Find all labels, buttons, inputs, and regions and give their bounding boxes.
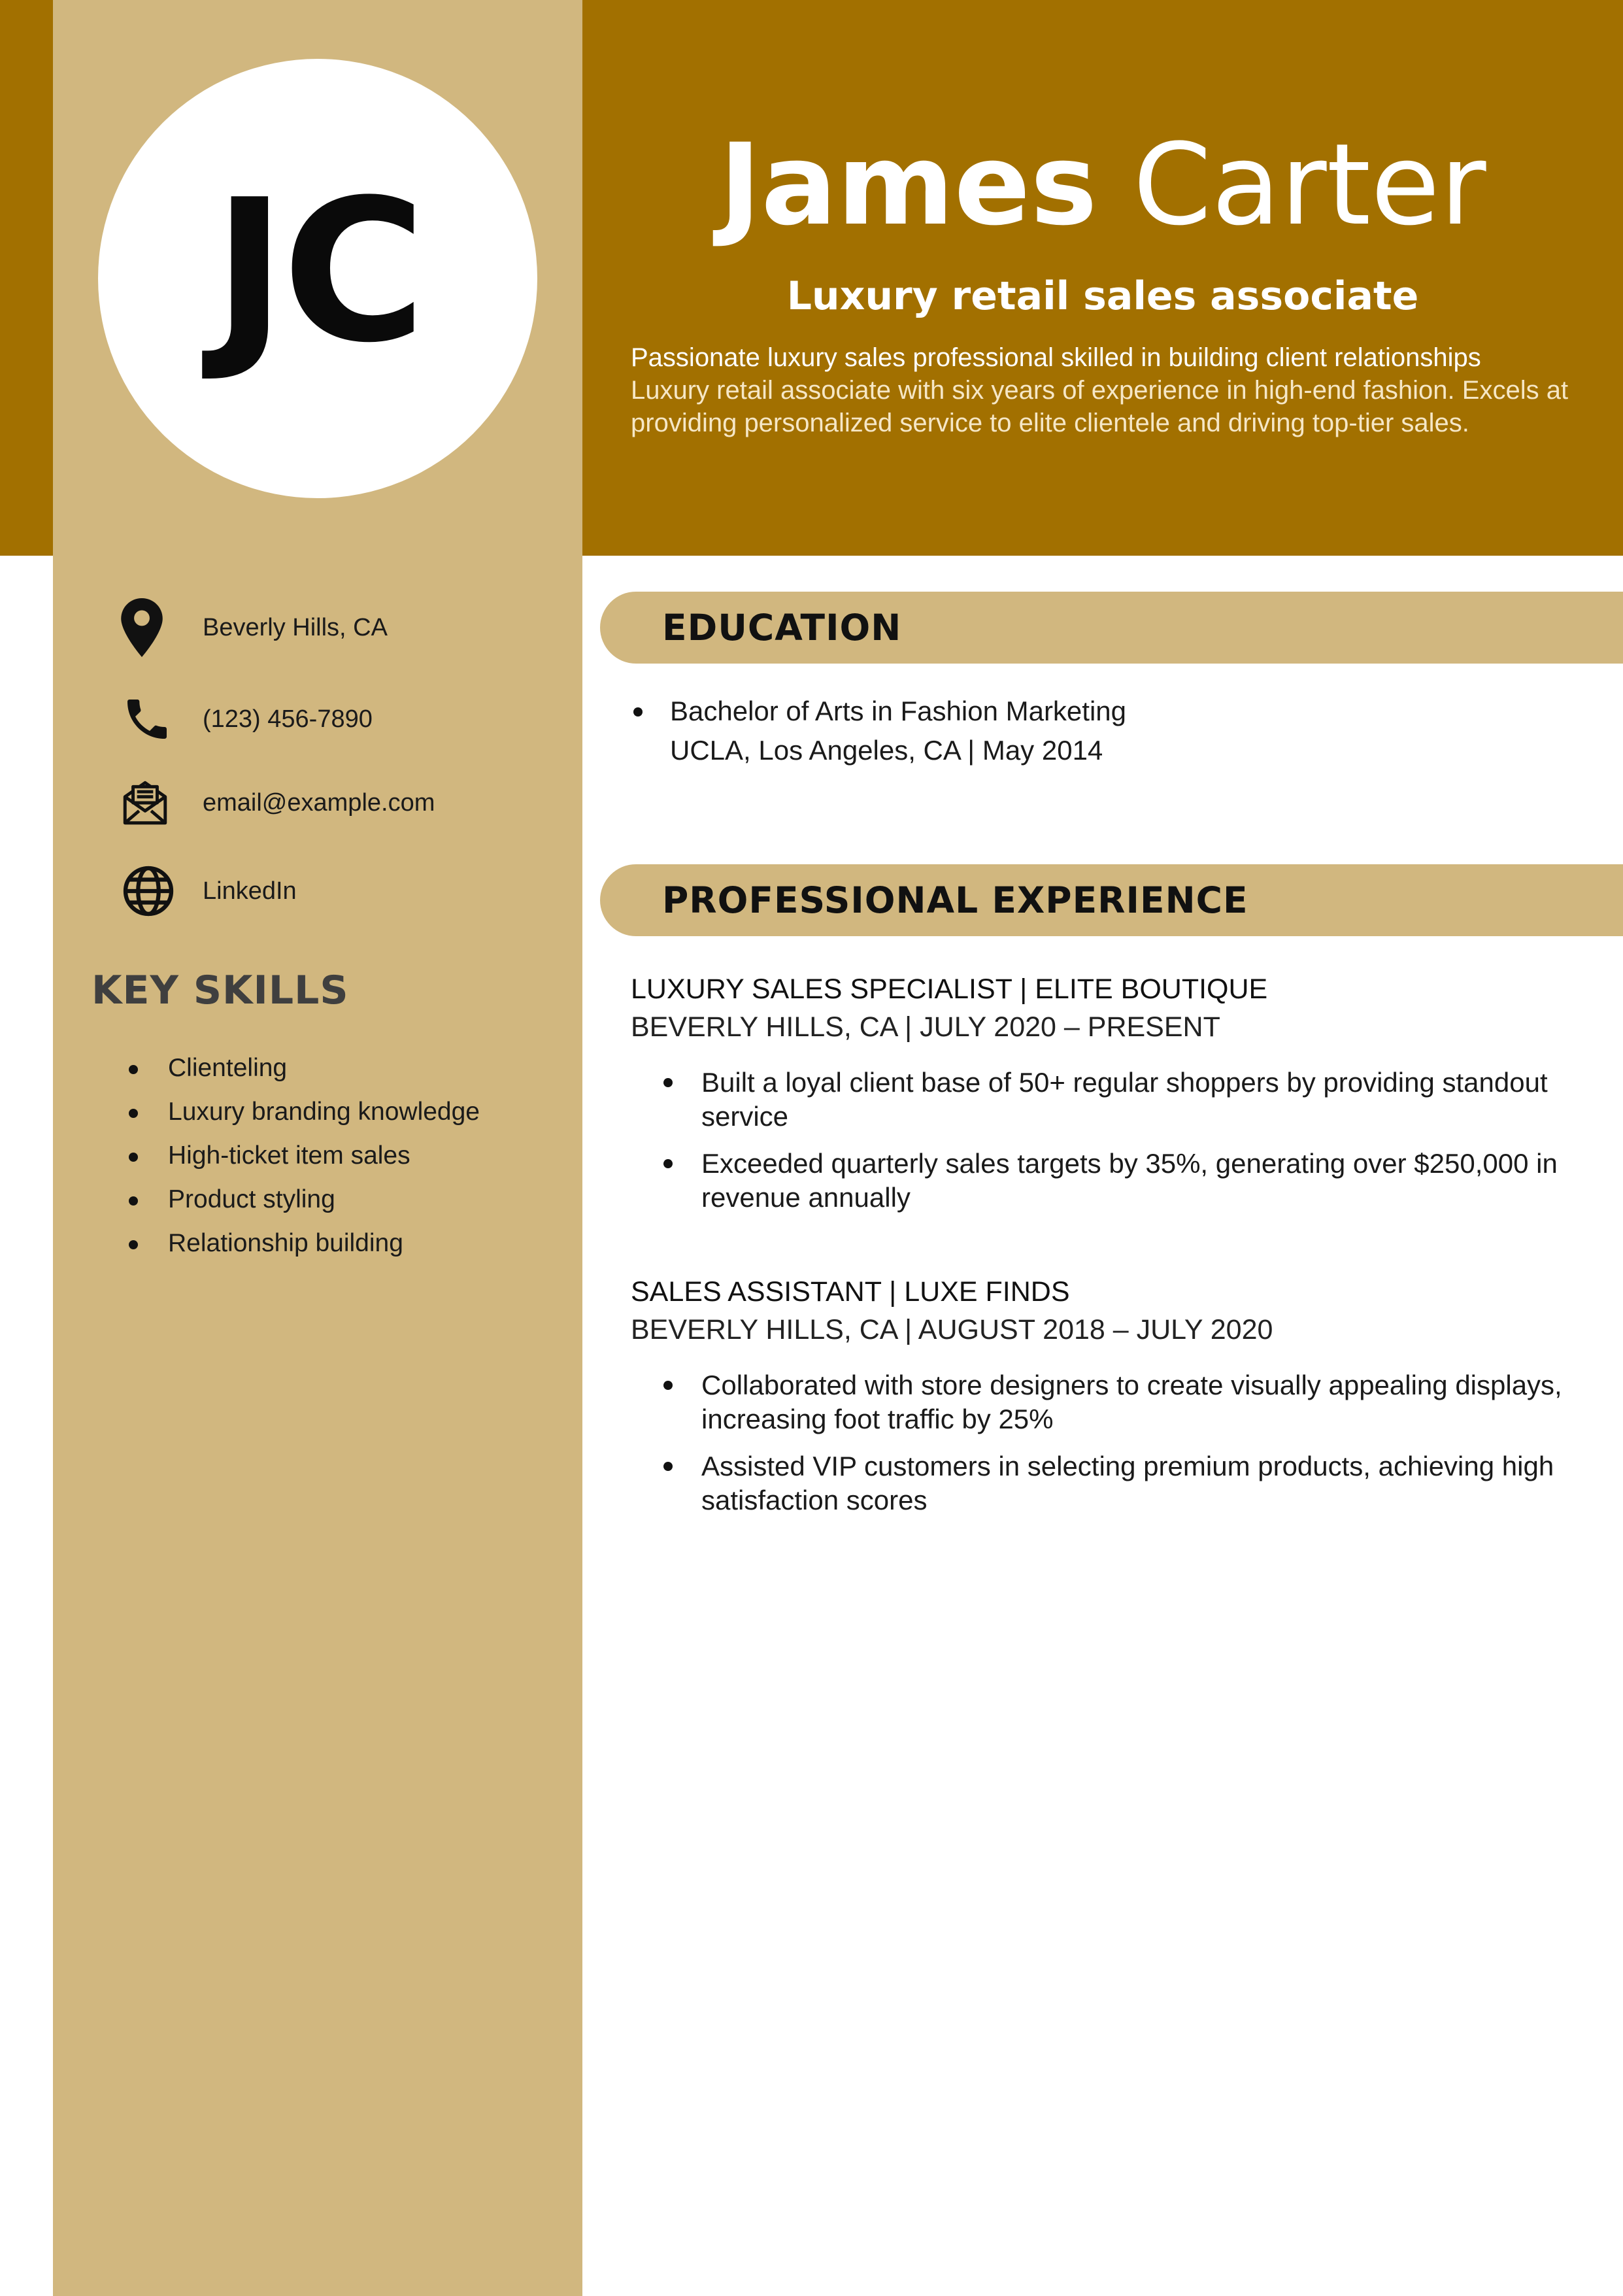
job-entry bbox=[631, 1273, 1605, 1530]
contact-location bbox=[121, 598, 565, 657]
monogram-avatar bbox=[98, 59, 537, 498]
experience-header bbox=[600, 864, 1623, 936]
job-bullets bbox=[631, 1368, 1605, 1517]
summary-body: Luxury retail associate with six years of experience in high-end fashion. Excels at providing personalized service to elite clientele and driving top-tier sales. bbox=[631, 376, 1569, 437]
school: UCLA, Los Angeles, CA | May 2014 bbox=[670, 735, 1103, 766]
job-role: SALES ASSISTANT | LUXE FINDS bbox=[631, 1276, 1070, 1308]
education-entry bbox=[631, 692, 1598, 770]
job-bullet: Collaborated with store designers to create visually appealing displays, increasing foot traffic by 25% bbox=[631, 1368, 1605, 1436]
education-item bbox=[631, 692, 1598, 770]
job-bullets bbox=[631, 1066, 1605, 1215]
job-bullet: Exceeded quarterly sales targets by 35%, generating over $250,000 in revenue annually bbox=[631, 1147, 1605, 1215]
skill-item: Product styling bbox=[127, 1177, 480, 1221]
section-title: PROFESSIONAL EXPERIENCE bbox=[662, 879, 1248, 921]
degree: Bachelor of Arts in Fashion Marketing bbox=[670, 696, 1127, 726]
job-location-dates: BEVERLY HILLS, CA | AUGUST 2018 – JULY 2020 bbox=[631, 1314, 1273, 1345]
job-title: Luxury retail sales associate bbox=[786, 273, 1419, 319]
job-entry bbox=[631, 970, 1605, 1228]
contact-text: LinkedIn bbox=[203, 877, 297, 905]
job-bullet: Built a loyal client base of 50+ regular shoppers by providing standout service bbox=[631, 1066, 1605, 1134]
section-title: EDUCATION bbox=[662, 607, 902, 649]
globe-icon bbox=[121, 862, 186, 920]
first-name: James bbox=[719, 119, 1097, 250]
job-bullet: Assisted VIP customers in selecting premium products, achieving high satisfaction scores bbox=[631, 1449, 1605, 1517]
contact-text: Beverly Hills, CA bbox=[203, 613, 388, 641]
skill-item: Relationship building bbox=[127, 1221, 480, 1265]
skills-list bbox=[127, 1046, 480, 1265]
contact-phone bbox=[121, 690, 565, 749]
profile-summary bbox=[631, 341, 1598, 439]
job-location-dates: BEVERLY HILLS, CA | JULY 2020 – PRESENT bbox=[631, 1011, 1220, 1043]
skill-item: Luxury branding knowledge bbox=[127, 1090, 480, 1134]
skills-title: KEY SKILLS bbox=[92, 968, 349, 1013]
contact-email bbox=[121, 773, 565, 832]
contact-text: email@example.com bbox=[203, 788, 435, 817]
job-role: LUXURY SALES SPECIALIST | ELITE BOUTIQUE bbox=[631, 973, 1268, 1005]
last-name: Carter bbox=[1133, 119, 1486, 250]
contact-text: (123) 456-7890 bbox=[203, 705, 373, 733]
monogram-text: JC bbox=[213, 158, 422, 386]
skill-item: High-ticket item sales bbox=[127, 1134, 480, 1177]
contact-linkedin bbox=[121, 862, 565, 920]
education-header bbox=[600, 592, 1623, 664]
summary-headline: Passionate luxury sales professional skilled in building client relationships bbox=[631, 343, 1481, 372]
skill-item: Clienteling bbox=[127, 1046, 480, 1090]
location-pin-icon bbox=[121, 598, 186, 657]
phone-icon bbox=[121, 690, 186, 749]
full-name bbox=[582, 118, 1623, 252]
envelope-icon bbox=[121, 773, 186, 832]
